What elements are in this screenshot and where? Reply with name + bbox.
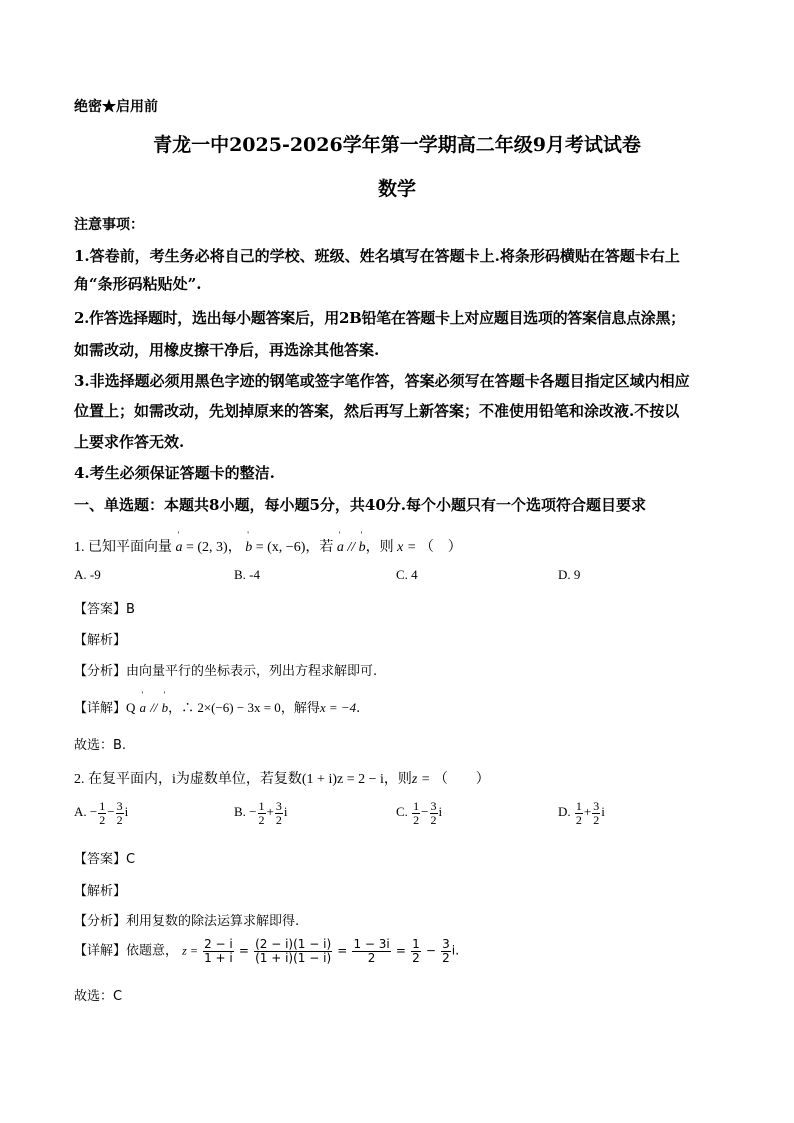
q2-option-c-frac1 xyxy=(412,800,420,826)
q2-detail-frac1 xyxy=(203,938,234,964)
q2-option-c-sign2: − xyxy=(421,804,429,820)
frac-denominator: 2 xyxy=(116,812,123,827)
frac-denominator: 2 xyxy=(412,950,420,965)
vector-b-2: ' b xyxy=(358,530,366,555)
q2-fenxi xyxy=(74,910,299,929)
equals-sign: = xyxy=(238,943,249,958)
q2-option-a xyxy=(74,800,128,826)
q2-option-b-sign1: − xyxy=(249,804,257,820)
q2-option-a-frac1 xyxy=(98,800,106,826)
vector-a: ' a xyxy=(175,530,183,555)
q2-answer-label: 【答案】 xyxy=(74,852,127,867)
q2-detail-z: z = xyxy=(182,943,198,958)
frac-numerator: 3 xyxy=(442,937,450,951)
frac-denominator: 2 xyxy=(367,950,376,965)
q2-option-d-label: D. xyxy=(558,804,571,820)
q1-condition: ，若 xyxy=(305,540,334,555)
q2-fenxi-text: 利用复数的除法运算求解即得. xyxy=(126,914,300,929)
frac-numerator: 1 xyxy=(575,799,582,813)
q2-stem-then: ，则 xyxy=(383,772,412,787)
frac-denominator: 2 xyxy=(258,812,265,827)
frac-denominator: (1 + i)(1 − i) xyxy=(255,950,332,965)
notice-item-2-line-2: 如需改动，用橡皮擦干净后，再选涂其他答案. xyxy=(74,341,380,359)
notice-item-1-line-1: 1.答卷前，考生务必将自己的学校、班级、姓名填写在答题卡上.将条形码横贴在答题卡右上 xyxy=(74,247,680,265)
parallel-symbol: // xyxy=(347,540,356,555)
q1-option-d: D. 9 xyxy=(558,567,581,582)
q2-option-c-label: C. xyxy=(396,804,408,820)
q1-answer-value: B xyxy=(126,602,135,617)
q1-b-value: = (x, −6) xyxy=(255,540,306,555)
frac-denominator: 2 xyxy=(593,812,600,827)
q2-option-d-frac1 xyxy=(575,800,583,826)
notice-item-1-line-2: 角“条形码粘贴处”. xyxy=(74,275,202,293)
q2-detail-frac2 xyxy=(254,938,332,964)
q1-a-value: = (2, 3) xyxy=(186,540,228,555)
q2-detail-frac4 xyxy=(411,938,421,964)
frac-denominator: 2 xyxy=(413,812,420,827)
q2-detail-frac3 xyxy=(352,938,390,964)
frac-numerator: 3 xyxy=(593,799,600,813)
frac-denominator: 2 xyxy=(430,812,437,827)
q2-paren: （ ） xyxy=(433,772,490,787)
q2-detail-text: 依题意， xyxy=(126,943,179,959)
confidential-label: 绝密★启用前 xyxy=(74,99,158,115)
vector-b: ' b xyxy=(245,530,253,555)
q2-detail xyxy=(74,938,459,964)
exam-title: 青龙一中2025-2026学年第一学期高二年级9月考试试卷 xyxy=(153,134,641,156)
vector-b-3: ' b xyxy=(161,690,169,715)
q2-option-b xyxy=(234,800,287,826)
q2-option-b-frac2 xyxy=(275,800,283,826)
q2-fenxi-label: 【分析】 xyxy=(74,914,127,929)
q1-detail-result: x = −4 xyxy=(319,700,357,715)
q1-detail-expr: ，∴ 2×(−6) − 3x = 0 xyxy=(168,700,281,715)
q1-comma: ， xyxy=(227,540,242,555)
q1-detail xyxy=(74,690,361,716)
q2-option-a-sign2: − xyxy=(107,804,115,820)
q2-option-d xyxy=(558,800,605,826)
frac-numerator: 1 xyxy=(413,799,420,813)
q1-fenxi-label: 【分析】 xyxy=(74,664,127,679)
imag-unit: i xyxy=(601,804,605,820)
frac-numerator: 1 xyxy=(99,799,106,813)
q1-option-c: C. 4 xyxy=(396,567,418,582)
frac-numerator: 1 xyxy=(412,937,420,951)
q2-option-d-frac2 xyxy=(592,800,600,826)
q2-option-a-label: A. xyxy=(74,804,87,820)
q2-answer xyxy=(74,848,135,867)
q1-answer-label: 【答案】 xyxy=(74,602,127,617)
q2-detail-label: 【详解】 xyxy=(74,943,127,959)
q1-stem xyxy=(74,530,462,556)
minus-sign: − xyxy=(425,943,436,958)
q1-detail-solve: ，解得 xyxy=(280,701,320,716)
equals-sign: = xyxy=(395,943,406,958)
notice-item-4: 4.考生必须保证答题卡的整洁. xyxy=(74,464,275,482)
imag-unit: i xyxy=(451,943,456,958)
notice-item-2-line-1: 2.作答选择题时，选出每小题答案后，用2B铅笔在答题卡上对应题目选项的答案信息点涂黑； xyxy=(74,309,685,327)
vector-a-3: ' a xyxy=(139,690,147,715)
frac-denominator: 2 xyxy=(99,812,106,827)
q1-answer xyxy=(74,598,135,617)
frac-numerator: (2 − i)(1 − i) xyxy=(255,937,332,951)
q1-stem-prefix: 1. 已知平面向量 xyxy=(74,540,172,555)
notice-item-3-line-3: 上要求作答无效. xyxy=(74,433,185,451)
q1-detail-q: Q xyxy=(126,700,136,715)
q2-option-a-sign1: − xyxy=(89,804,98,820)
imag-unit: i xyxy=(438,804,443,820)
imag-unit: i xyxy=(124,804,129,820)
q2-detail-frac5 xyxy=(441,938,451,964)
q2-option-a-frac2 xyxy=(116,800,124,826)
q2-option-b-sign2: + xyxy=(266,804,274,820)
q2-option-c xyxy=(396,800,442,826)
q1-detail-end: . xyxy=(356,701,361,716)
notice-item-3-line-1: 3.非选择题必须用黑色字迹的钢笔或签字笔作答，答案必须写在答题卡各题目指定区域内相应 xyxy=(74,372,690,390)
frac-denominator: 2 xyxy=(575,812,582,827)
q2-detail-end: . xyxy=(455,943,460,959)
q2-answer-value: C xyxy=(126,852,136,867)
q1-fenxi xyxy=(74,660,377,679)
q1-detail-label: 【详解】 xyxy=(74,701,127,716)
parallel-symbol-2: // xyxy=(150,700,158,715)
vector-a-2: ' a xyxy=(336,530,344,555)
frac-numerator: 1 − 3i xyxy=(353,937,390,951)
frac-numerator: 2 − i xyxy=(204,937,233,951)
equals-sign: = xyxy=(337,943,348,958)
q2-option-c-frac2 xyxy=(430,800,438,826)
subject-title: 数学 xyxy=(377,178,416,200)
q1-then: ，则 xyxy=(365,540,394,555)
frac-numerator: 3 xyxy=(275,799,282,813)
frac-denominator: 1 + i xyxy=(204,950,233,965)
q1-analysis-label: 【解析】 xyxy=(74,633,127,648)
q1-option-a: A. -9 xyxy=(74,567,101,582)
frac-numerator: 3 xyxy=(116,799,123,813)
frac-numerator: 1 xyxy=(258,799,265,813)
q1-fenxi-text: 由向量平行的坐标表示，列出方程求解即可. xyxy=(126,664,378,679)
q1-paren: （ ） xyxy=(419,540,462,555)
q1-option-b: B. -4 xyxy=(234,567,260,582)
q1-x: x = xyxy=(397,540,417,555)
q2-option-b-frac1 xyxy=(258,800,266,826)
q2-analysis-label: 【解析】 xyxy=(74,884,127,899)
notice-heading: 注意事项： xyxy=(74,217,144,233)
frac-denominator: 2 xyxy=(442,950,450,965)
q2-option-d-sign2: + xyxy=(583,804,592,820)
q2-stem-expr: (1 + i)z = 2 − i xyxy=(301,772,384,787)
q2-stem xyxy=(74,768,490,788)
q2-stem-prefix: 2. 在复平面内，i为虚数单位，若复数 xyxy=(74,772,302,787)
frac-numerator: 3 xyxy=(430,799,437,813)
section-heading: 一、单选题：本题共8小题，每小题5分，共40分.每个小题只有一个选项符合题目要求 xyxy=(74,496,646,514)
q2-stem-z: z = xyxy=(411,772,431,787)
frac-denominator: 2 xyxy=(275,812,282,827)
notice-item-3-line-2: 位置上；如需改动，先划掉原来的答案，然后再写上新答案；不准使用铅笔和涂改液.不按以 xyxy=(74,402,680,420)
q1-choose: 故选：B. xyxy=(74,738,127,753)
q2-option-b-label: B. xyxy=(234,804,246,820)
imag-unit: i xyxy=(283,804,288,820)
q2-choose: 故选：C xyxy=(74,989,123,1004)
